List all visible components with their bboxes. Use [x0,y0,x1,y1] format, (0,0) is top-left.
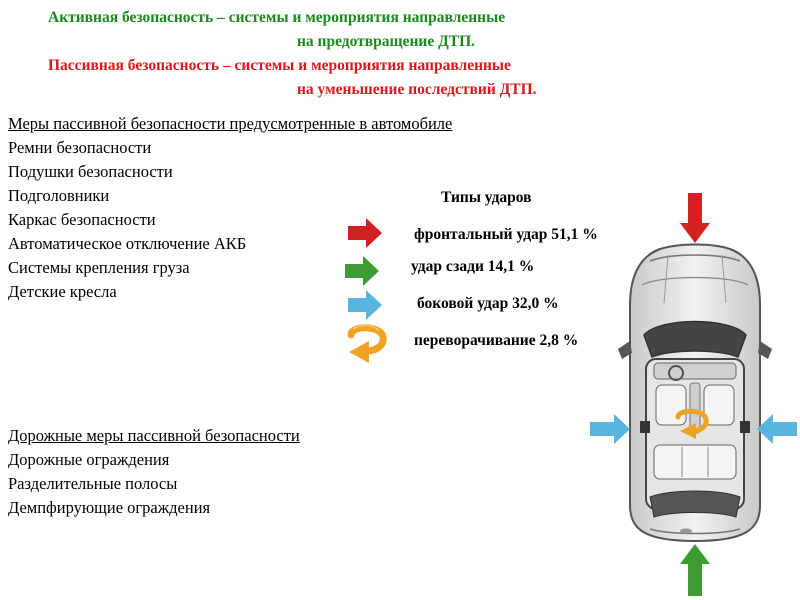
rollover-arrow-icon [343,321,389,365]
list-item: Ремни безопасности [8,138,152,157]
impact-types-title: Типы ударов [441,189,532,206]
car-top-view-image [620,245,770,543]
rollover-label: переворачивание 2,8 % [414,332,579,349]
car-measures-list [8,112,452,304]
rear-arrow-icon [345,256,379,286]
rear-impact-label: удар сзади 14,1 % [411,258,535,275]
list-item: Подголовники [8,186,110,205]
list-item: Детские кресла [8,282,117,301]
list-item: Автоматическое отключение АКБ [8,234,247,253]
frontal-impact-arrow-icon [680,193,710,243]
list-item: Системы крепления груза [8,258,190,277]
frontal-impact-label: фронтальный удар 51,1 % [414,226,598,243]
right-side-impact-arrow-icon [757,414,797,444]
active-safety-line2: на предотвращение ДТП. [297,33,476,50]
list-item: Каркас безопасности [8,210,156,229]
rear-impact-arrow-icon [680,544,710,596]
active-safety-line1: Активная безопасность – системы и мероприятия направленные [48,9,506,26]
side-impact-label: боковой удар 32,0 % [417,295,559,312]
frontal-arrow-icon [348,218,382,248]
left-side-impact-arrow-icon [590,414,630,444]
passive-safety-line2: на уменьшение последствий ДТП. [297,81,537,98]
car-measures-heading: Меры пассивной безопасности предусмотренные в автомобиле [8,114,453,133]
list-item: Разделительные полосы [8,474,178,493]
road-measures-heading: Дорожные меры пассивной безопасности [8,426,300,445]
list-item: Подушки безопасности [8,162,173,181]
side-arrow-icon [348,290,382,320]
passive-safety-line1: Пассивная безопасность – системы и мероприятия направленные [48,57,511,74]
list-item: Демпфирующие ограждения [8,498,211,517]
list-item: Дорожные ограждения [8,450,170,469]
road-measures-list [8,424,300,520]
